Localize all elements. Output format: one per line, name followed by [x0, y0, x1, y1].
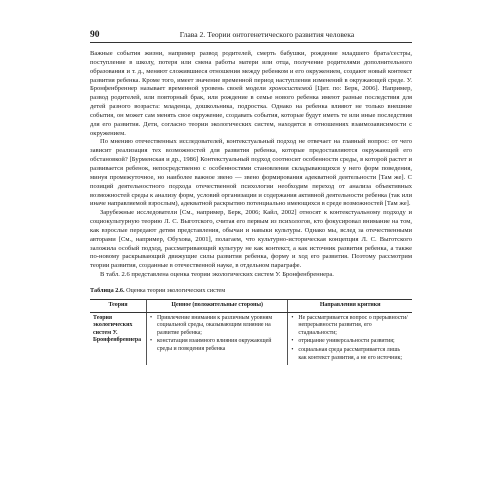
table-caption-label: Таблица 2.6. [90, 286, 125, 294]
paragraph-text: В табл. 2.6 представлена оценка теории экологических систем У. Бронфенбреннера. [100, 271, 334, 279]
positive-list [150, 315, 284, 354]
book-page [90, 30, 412, 365]
list-item: • отрицание универсальности развития; [291, 338, 409, 346]
paragraph-text: [Цит. по: Берк, 2006]. Например, развод родителей, или повторный брак, или рождение в семье нового ребенка имеют разные последствия для детей разного возраста: младенца, дошкольника, подростка. Однако на ребенка влияют не только внешние события, он может сам менять свое окружение, создавать события, которые будут иметь те или иные последствия для его развития. Дети, согласно теории экологических систем, находятся в отношениях взаимозависимости с окружением. [90, 85, 413, 137]
list-item: • констатация взаимного влияния окружающей среды и поведения ребенка [150, 338, 284, 353]
paragraph [90, 271, 412, 280]
paragraph [90, 209, 412, 271]
italic-term: хроносистемой [268, 85, 313, 93]
paragraph-text: По мнению отечественных исследователей, контекстуальный подход не отвечает на главный вопрос: от чего зависит реализация тех возможностей для развития ребенка, которые предоставляются окружающей его обстановкой? [Бурменская и др., 1986] Контекстуальный подход соотносит особенности среды, в которой растет и развивается ребенок, непосредственно с особенностями становления складывающихся у него форм поведения, минуя промежуточное, но наиболее важное звено — звено формирования адекватной деятельности [Там же]. С позиций деятельностного подхода отечественной психологии необходим переход от анализа объективных возможностей среды к анализу форм, условий организации и содержания активной деятельности ребенка (так или иначе направляемой взрослым), адекватной раскрытию потенциально имеющихся в среде возможностей [Там же]. [90, 138, 412, 208]
table-body [90, 312, 412, 365]
column-header-positive: Ценное (положительные стороны) [147, 299, 288, 312]
column-header-criticism: Направления критики [288, 299, 412, 312]
criticism-list [291, 315, 409, 363]
table-row [90, 312, 412, 365]
list-item: • социальная среда рассматривается лишь как контекст развития, а не его источник; [291, 347, 409, 362]
table-caption [90, 287, 412, 295]
body-text [90, 50, 412, 280]
page-number: 90 [90, 30, 100, 40]
paragraph [90, 50, 412, 138]
table-caption-text: Оценка теории экологических систем [124, 286, 226, 294]
running-head: Глава 2. Теории онтогенетического развития человека [179, 30, 355, 39]
column-header-theory: Теория [90, 299, 147, 312]
paragraph-text: Зарубежные исследователи [См., например, Берк, 2006; Кайл, 2002] относят к контекстуальному подходу и социокультурную теорию Л. С. Выготского, считая его первым из психологов, кто фокусировал внимание на том, как взрослые передают детям представления, обычаи и навыки культуры. Однако мы, вслед за отечественными авторами [См., например, Обухова, 2001], полагаем, что культурно-историческая концепция Л. С. Выготского заложила особый подход, рассматривающий культуру не как контекст, а как источник развития ребенка, а также по-новому раскрывающий движущие силы развития ребенка, форму и ход его развития. Поэтому рассмотрим теории развития, созданные в отечественной науке, в отдельном параграфе. [90, 209, 412, 270]
paragraph-text: Важные события жизни, например развод родителей, смерть бабушки, рождение младшего брата/сестры, поступление в школу, потеря или смена работы матери или отца, получение родителями дополнительного образования и т. д., меняют сложившиеся отношения между ребенком и его окружением, создают новый контекст развития ребенка. Кроме того, имеет значение временной период наступления изменений в окружающей среде. У. Бронфенбреннер называет временной уровень своей модели [90, 50, 412, 93]
positive-cell [147, 312, 288, 365]
list-item: • Не рассматривается вопрос о прерывности/непрерывности развития, его стадиальности; [291, 315, 409, 338]
theory-cell: Теория экологических систем У. Бронфенбреннера [93, 314, 142, 344]
evaluation-table [90, 299, 412, 365]
table-header-row [90, 299, 412, 312]
criticism-cell [288, 312, 412, 365]
page-header [90, 30, 412, 43]
list-item: • Привлечение внимания к различным уровням социальной среды, оказывающим влияние на развитие ребенка; [150, 315, 284, 338]
paragraph [90, 138, 412, 209]
